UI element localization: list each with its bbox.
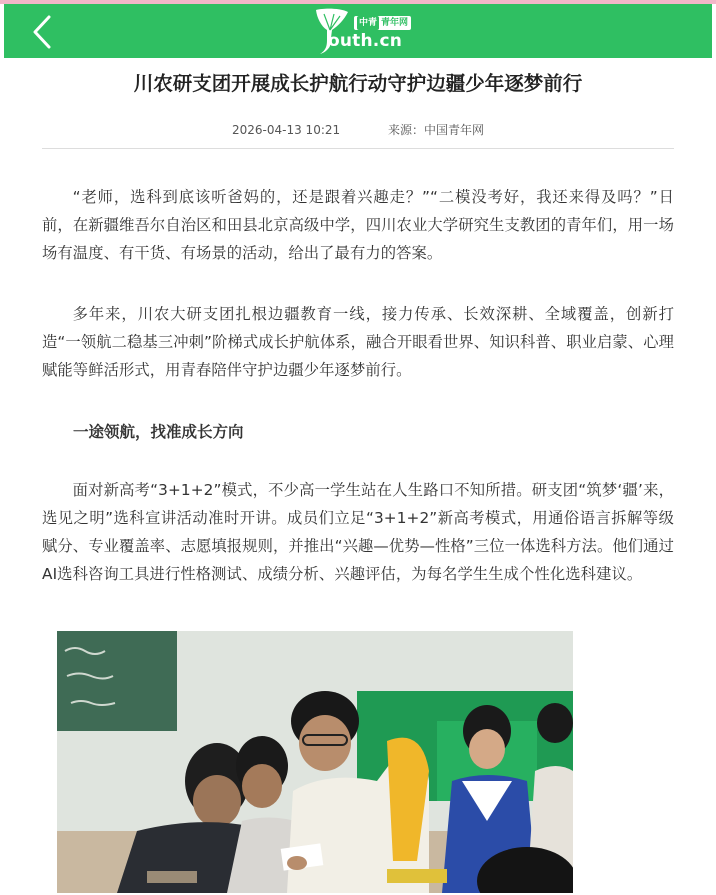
- classroom-photo: [57, 631, 573, 893]
- article-meta: [42, 122, 674, 138]
- section-subheading: 一途领航，找准成长方向: [73, 423, 244, 441]
- publish-date: 2026-04-13 10:21: [232, 123, 341, 137]
- logo-badge-name: 青年网: [381, 18, 409, 28]
- article-body: [0, 70, 716, 588]
- article-title: 川农研支团开展成长护航行动守护边疆少年逐梦前行: [133, 72, 583, 95]
- youth-cn-logo[interactable]: [310, 6, 420, 56]
- meta-divider: [42, 148, 674, 149]
- article-photo: [57, 631, 573, 893]
- back-button[interactable]: [22, 12, 62, 52]
- logo-wordmark: outh.cn: [328, 31, 403, 51]
- chevron-left-icon: [31, 14, 53, 50]
- article-source: 来源：中国青年网: [387, 123, 484, 137]
- logo-badge-brand: 中青: [359, 18, 378, 28]
- paragraph-3: 面对新高考“3+1+2”模式，不少高一学生站在人生路口不知所措。研支团“筑梦‘疆’来，选见之明”选科宣讲活动准时开讲。成员们立足“3+1+2”新高考模式，用通俗语言拆解等级赋分、专业覆盖率、志愿填报规则，并推出“兴趣—优势—性格”三位一体选科方法。他们通过AI选科咨询工具进行性格测试、成绩分析、兴趣评估，为每名学生生成个性化选科建议。: [42, 481, 674, 583]
- logo-badge: [354, 16, 411, 30]
- site-header: [4, 4, 712, 58]
- paragraph-2: 多年来，川农大研支团扎根边疆教育一线，接力传承、长效深耕、全域覆盖，创新打造“一领航二稳基三冲刺”阶梯式成长护航体系，融合开眼看世界、知识科普、职业启蒙、心理赋能等鲜活形式，用青春陪伴守护边疆少年逐梦前行。: [42, 305, 674, 379]
- paragraph-1: “老师，选科到底该听爸妈的，还是跟着兴趣走？”“二模没考好，我还来得及吗？”日前，在新疆维吾尔自治区和田县北京高级中学，四川农业大学研究生支教团的青年们，用一场场有温度、有干货、有场景的活动，给出了最有力的答案。: [42, 188, 674, 262]
